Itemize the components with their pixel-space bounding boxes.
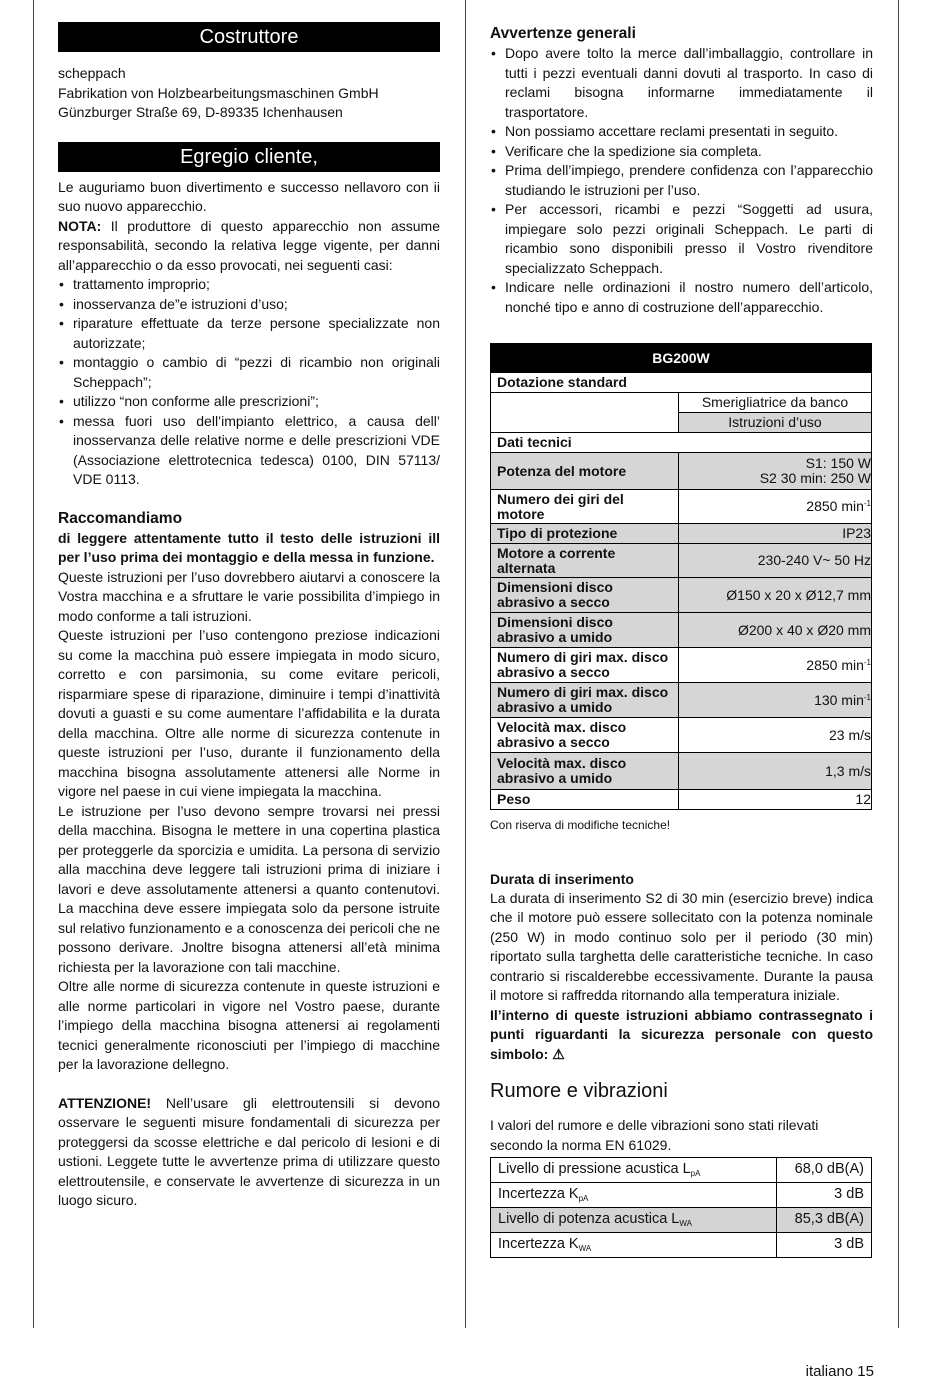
list-item: • montaggio o cambio di “pezzi di ricambio non originali Scheppach”; (58, 353, 440, 392)
list-item: • Indicare nelle ordinazioni il nostro numero dell’articolo, nonché tipo e anno di costruzione dell’apparecchio. (490, 278, 873, 317)
avvertenze-heading: Avvertenze generali (490, 25, 636, 42)
spec-value: IP23 (679, 524, 872, 544)
spec-value: 23 m/s (679, 718, 872, 753)
dotazione-item: Istruzioni d’uso (679, 413, 872, 433)
spec-value: 230-240 V~ 50 Hz (679, 544, 872, 578)
noise-value: 3 dB (777, 1183, 872, 1208)
avvertenze-list (490, 44, 873, 317)
attenzione-label: ATTENZIONE! (58, 1094, 152, 1111)
right-column (490, 22, 873, 1258)
list-item: • riparature effettuate da terze persone specializzate non autorizzate; (58, 314, 440, 353)
warning-triangle-icon: ⚠ (552, 1045, 565, 1062)
nota-paragraph (58, 217, 440, 276)
spec-value: 2850 $\min^{-1}$ (679, 648, 872, 683)
manufacturer-address (58, 64, 440, 123)
raccomandiamo-bold-text: di leggere attentamente tutto il testo delle istruzioni ill per l’uso prima dei montaggio e della messa in funzione. (58, 529, 440, 565)
spec-value: 12 (679, 790, 872, 810)
dati-tecnici-label: Dati tecnici (491, 433, 872, 453)
list-item: • utilizzo “non conforme alle prescrizioni”; (58, 392, 440, 412)
spec-label: Numero di giri max. disco abrasivo a secco (491, 648, 679, 683)
noise-value: 68,0 dB(A) (777, 1158, 872, 1183)
center-rule (465, 0, 466, 1328)
list-item: • Prima dell’impiego, prendere confidenza con l’apparecchio studiando le istruzioni per l’uso. (490, 161, 873, 200)
spec-label: Velocità max. disco abrasivo a umido (491, 753, 679, 790)
body-paragraph: Le istruzione per l’uso devono sempre trovarsi nei pressi della macchina. Bisogna le mettere in una copertina plastica per proteggerle da sporcizia e umidita. La persona di servizio alla macchina deve leggere tali istruzioni prima di iniziare i lavori e deve assolutamente attenersi a quanto contenutovi. La macchina deve essere impiegata solo da persone istruite sul relativo funzionamento e a conoscenza dei pericoli che ne possono derivare. Jnoltre bisogna attenersi all’età minima richiesta per la lavorazione con tali macchine. (58, 802, 440, 975)
spec-row (491, 524, 872, 544)
list-item: • Per accessori, ricambi e pezzi “Soggetti ad usura, impiegare solo pezzi originali Scheppach. Le parti di ricambio sono disponibili presso il Vostro rivenditore specializzato Scheppach. (490, 200, 873, 278)
noise-label: Incertezza $K_{WA}$ (491, 1233, 777, 1258)
spec-rows (491, 453, 872, 810)
raccomandiamo-heading: Raccomandiamo (58, 509, 183, 527)
spec-label: Numero dei giri del motore (491, 490, 679, 524)
noise-value: 3 dB (777, 1233, 872, 1258)
spec-value: Ø150 x 20 x Ø12,7 mm (679, 578, 872, 613)
spec-row (491, 544, 872, 578)
spec-value: Ø200 x 40 x Ø20 mm (679, 613, 872, 648)
spec-row (491, 453, 872, 490)
attenzione-text: Nell’usare gli elettroutensili si devono osservare le seguenti misure fondamentali di sicurezza per proteggersi da scosse elettriche e dal pericolo di lesioni e di ustioni. Leggete tutte le avvertenze prima di utilizzare questo elettroutensile, e conservate le avvertenze di sicurezza in un luogo sicuro. (58, 1094, 440, 1208)
rumore-heading: Rumore e vibrazioni (490, 1080, 668, 1102)
spec-label: Potenza del motore (491, 453, 679, 490)
nota-label: NOTA: (58, 217, 102, 234)
body-paragraph: Queste istruzioni per l’uso contengono preziose indicazioni su come la macchina può essere impiegata in modo sicuro, corretto e con parsimonia, su come evitare pericoli, risparmiare spese di riparazione, diminuire i tempi d’inattività dovuti a guasti e su come aumentare l’affidabilita e la durata della macchina. Oltre alle norme di sicurezza contenute in queste istruzioni per l’uso, durante il funzionamento della macchina bisogna assolutamente attenersi alle Norme in vigore nel paese in cui viene impiegata la macchina. (58, 627, 440, 799)
cliente-heading: Egregio cliente, (58, 142, 440, 172)
list-item: • inosservanza de”e istruzioni d’uso; (58, 295, 440, 315)
spec-label: Peso (491, 790, 679, 810)
list-item: • messa fuori uso dell’impianto elettrico, a causa dell’ inosservanza delle relative norme e delle prescrizioni VDE (Associazione elettrotecnica tedesca) 0100, DIN 57113/ VDE 0113. (58, 412, 440, 490)
spec-label: Dimensioni disco abrasivo a umido (491, 613, 679, 648)
noise-label: Incertezza $K_{pA}$ (491, 1183, 777, 1208)
list-item: • Non possiamo accettare reclami presentati in seguito. (490, 122, 873, 142)
attenzione-paragraph (58, 1094, 440, 1211)
liability-cases-list (58, 275, 440, 490)
dotazione-label: Dotazione standard (491, 373, 872, 393)
spec-label: Motore a corrente alternata (491, 544, 679, 578)
spec-label: Dimensioni disco abrasivo a secco (491, 578, 679, 613)
durata-heading: Durata di inserimento (490, 870, 634, 887)
spec-value: 1,3 m/s (679, 753, 872, 790)
right-margin-rule (898, 0, 899, 1328)
intro-text: Le auguriamo buon divertimento e successo nellavoro con ii suo nuovo apparecchio. (58, 178, 440, 214)
body-paragraph: Queste istruzioni per l’uso dovrebbero aiutarvi a conoscere la Vostra macchina e a sfruttare le varie possibilita d’impiego in modo conforme a tali istruzioni. (58, 568, 440, 624)
noise-table (490, 1157, 872, 1258)
noise-label: Livello di potenza acustica $L_{WA}$ (491, 1208, 777, 1233)
spec-row (491, 718, 872, 753)
dotazione-empty-cell (491, 393, 679, 433)
spec-row (491, 613, 872, 648)
list-item: • trattamento improprio; (58, 275, 440, 295)
spec-row (491, 648, 872, 683)
spec-row (491, 790, 872, 810)
spec-value: 130 $\min^{-1}$ (679, 683, 872, 718)
spec-value: S1: 150 W S2 30 min: 250 W (679, 453, 872, 490)
left-margin-rule (33, 0, 34, 1328)
nota-text: Il produttore di questo apparecchio non assume responsabilità, secondo la relativa legge vigente, per danni all’apparecchio o da esso provocati, nei seguenti casi: (58, 217, 440, 273)
spec-row (491, 683, 872, 718)
list-item: • Dopo avere tolto la merce dall’imballaggio, controllare in tutti i pezzi eventuali danni dovuti al trasporto. In caso di reclami bisogna informarne immediatamente il trasportatore. (490, 44, 873, 122)
page-footer: italiano 15 (805, 1363, 874, 1380)
spec-label: Velocità max. disco abrasivo a secco (491, 718, 679, 753)
body-paragraph: Oltre alle norme di sicurezza contenute in queste istruzioni e alle norme particolari in vigore nel Vostro paese, durante l’impiego della macchina bisogna attenersi ai regolamenti tecnici generalmente riconosciuti per l’impiego di macchine per la lavorazione dellegno. (58, 978, 440, 1072)
spec-row (491, 578, 872, 613)
spec-row (491, 753, 872, 790)
model-header: BG200W (491, 344, 872, 373)
noise-label: Livello di pressione acustica $L_{pA}$ (491, 1158, 777, 1183)
list-item: • Verificare che la spedizione sia completa. (490, 142, 873, 162)
spec-row (491, 490, 872, 524)
dotazione-item: Smerigliatrice da banco (679, 393, 872, 413)
spec-value: 2850 $\min^{-1}$ (679, 490, 872, 524)
costruttore-heading: Costruttore (58, 22, 440, 52)
address-line: Günzburger Straße 69, D-89335 Ichenhausen (58, 104, 343, 120)
spec-note: Con riserva di modifiche tecniche! (490, 818, 671, 832)
durata-bold-content: Il’interno di queste istruzioni abbiamo contrassegnato i punti riguardanti la sicurezza personale con questo simbolo: (490, 1006, 873, 1062)
noise-value: 85,3 dB(A) (777, 1208, 872, 1233)
spec-table (490, 343, 872, 810)
address-line: Fabrikation von Holzbearbeitungsmaschinen GmbH (58, 84, 379, 101)
address-line: scheppach (58, 65, 126, 81)
left-column (58, 22, 440, 1211)
durata-text: La durata di inserimento S2 di 30 min (esercizio breve) indica che il motore può essere sollecitato con la potenza nominale (250 W) in modo continuo solo per il periodo (30 min) riportato sulla targhetta delle caratteristiche tecniche. In caso contrario si riscalderebbe eccessivamente. Durante la pausa il motore si raffredda ritornando alla temperatura iniziale. (490, 889, 873, 1003)
spec-label: Tipo di protezione (491, 524, 679, 544)
rumore-text: I valori del rumore e delle vibrazioni sono stati rilevati secondo la norma EN 61029. (490, 1117, 819, 1153)
durata-bold-text (490, 1006, 873, 1065)
spec-label: Numero di giri max. disco abrasivo a umido (491, 683, 679, 718)
